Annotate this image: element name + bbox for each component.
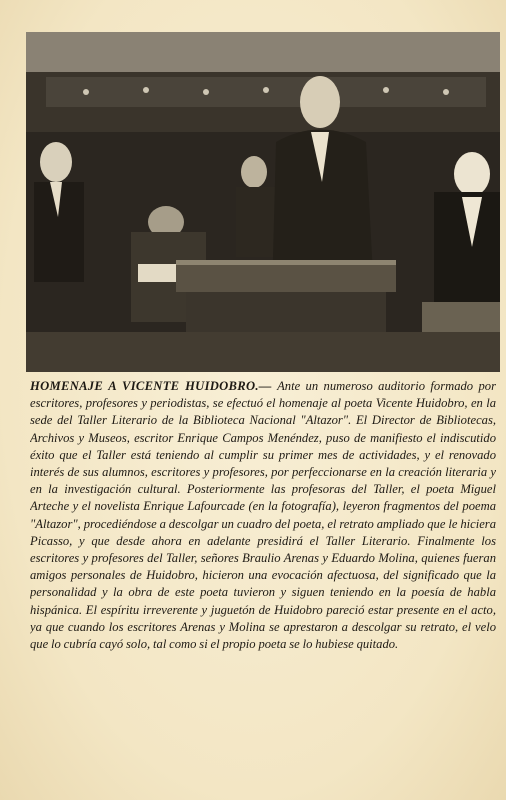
article xyxy=(30,378,496,794)
article-body: Ante un numeroso auditorio formado por escritores, profesores y periodistas, se efectuó el homenaje al poeta Vicente Huidobro, en la sede del Taller Literario de la Biblioteca Nacional "Altazor". El Director de Bibliotecas, Archivos y Museos, escritor Enrique Campos Menéndez, puso de manifiesto el indiscutido éxito que el Taller está teniendo al cumplir su primer mes de actividades, y el renovado interés de sus alumnos, escritores y profesores, por perfeccionarse en la creación literaria y en la investigación cultural. Posteriormente las profesoras del Taller, el poeta Miguel Arteche y el novelista Enrique Lafourcade (en la fotografía), leyeron fragmentos del poema "Altazor", procediéndose a descolgar un cuadro del poeta, el retrato ampliado que le hiciera Picasso, y que desde ahora en adelante presidirá el Taller Literario. Finalmente los escritores y profesores del Taller, señores Braulio Arenas y Eduardo Molina, quienes fueran amigos personales de Huidobro, hicieron una evocación afectuosa, del significado que la personalidad y la obra de este poeta tuvieron y siguen teniendo en la poesía de habla hispánica. El espíritu irreverente y juguetón de Huidobro pareció estar presente en el acto, ya que cuando los escritores Arenas y Molina se aprestaron a descolgar su retrato, el velo que lo cubría cayó solo, tal como si el propio poeta se lo hubiese quitado. xyxy=(30,379,496,652)
news-photo xyxy=(26,32,500,372)
ceremony-photo xyxy=(26,32,500,372)
headline: HOMENAJE A VICENTE HUIDOBRO.— xyxy=(30,379,272,393)
article-text xyxy=(30,378,496,653)
